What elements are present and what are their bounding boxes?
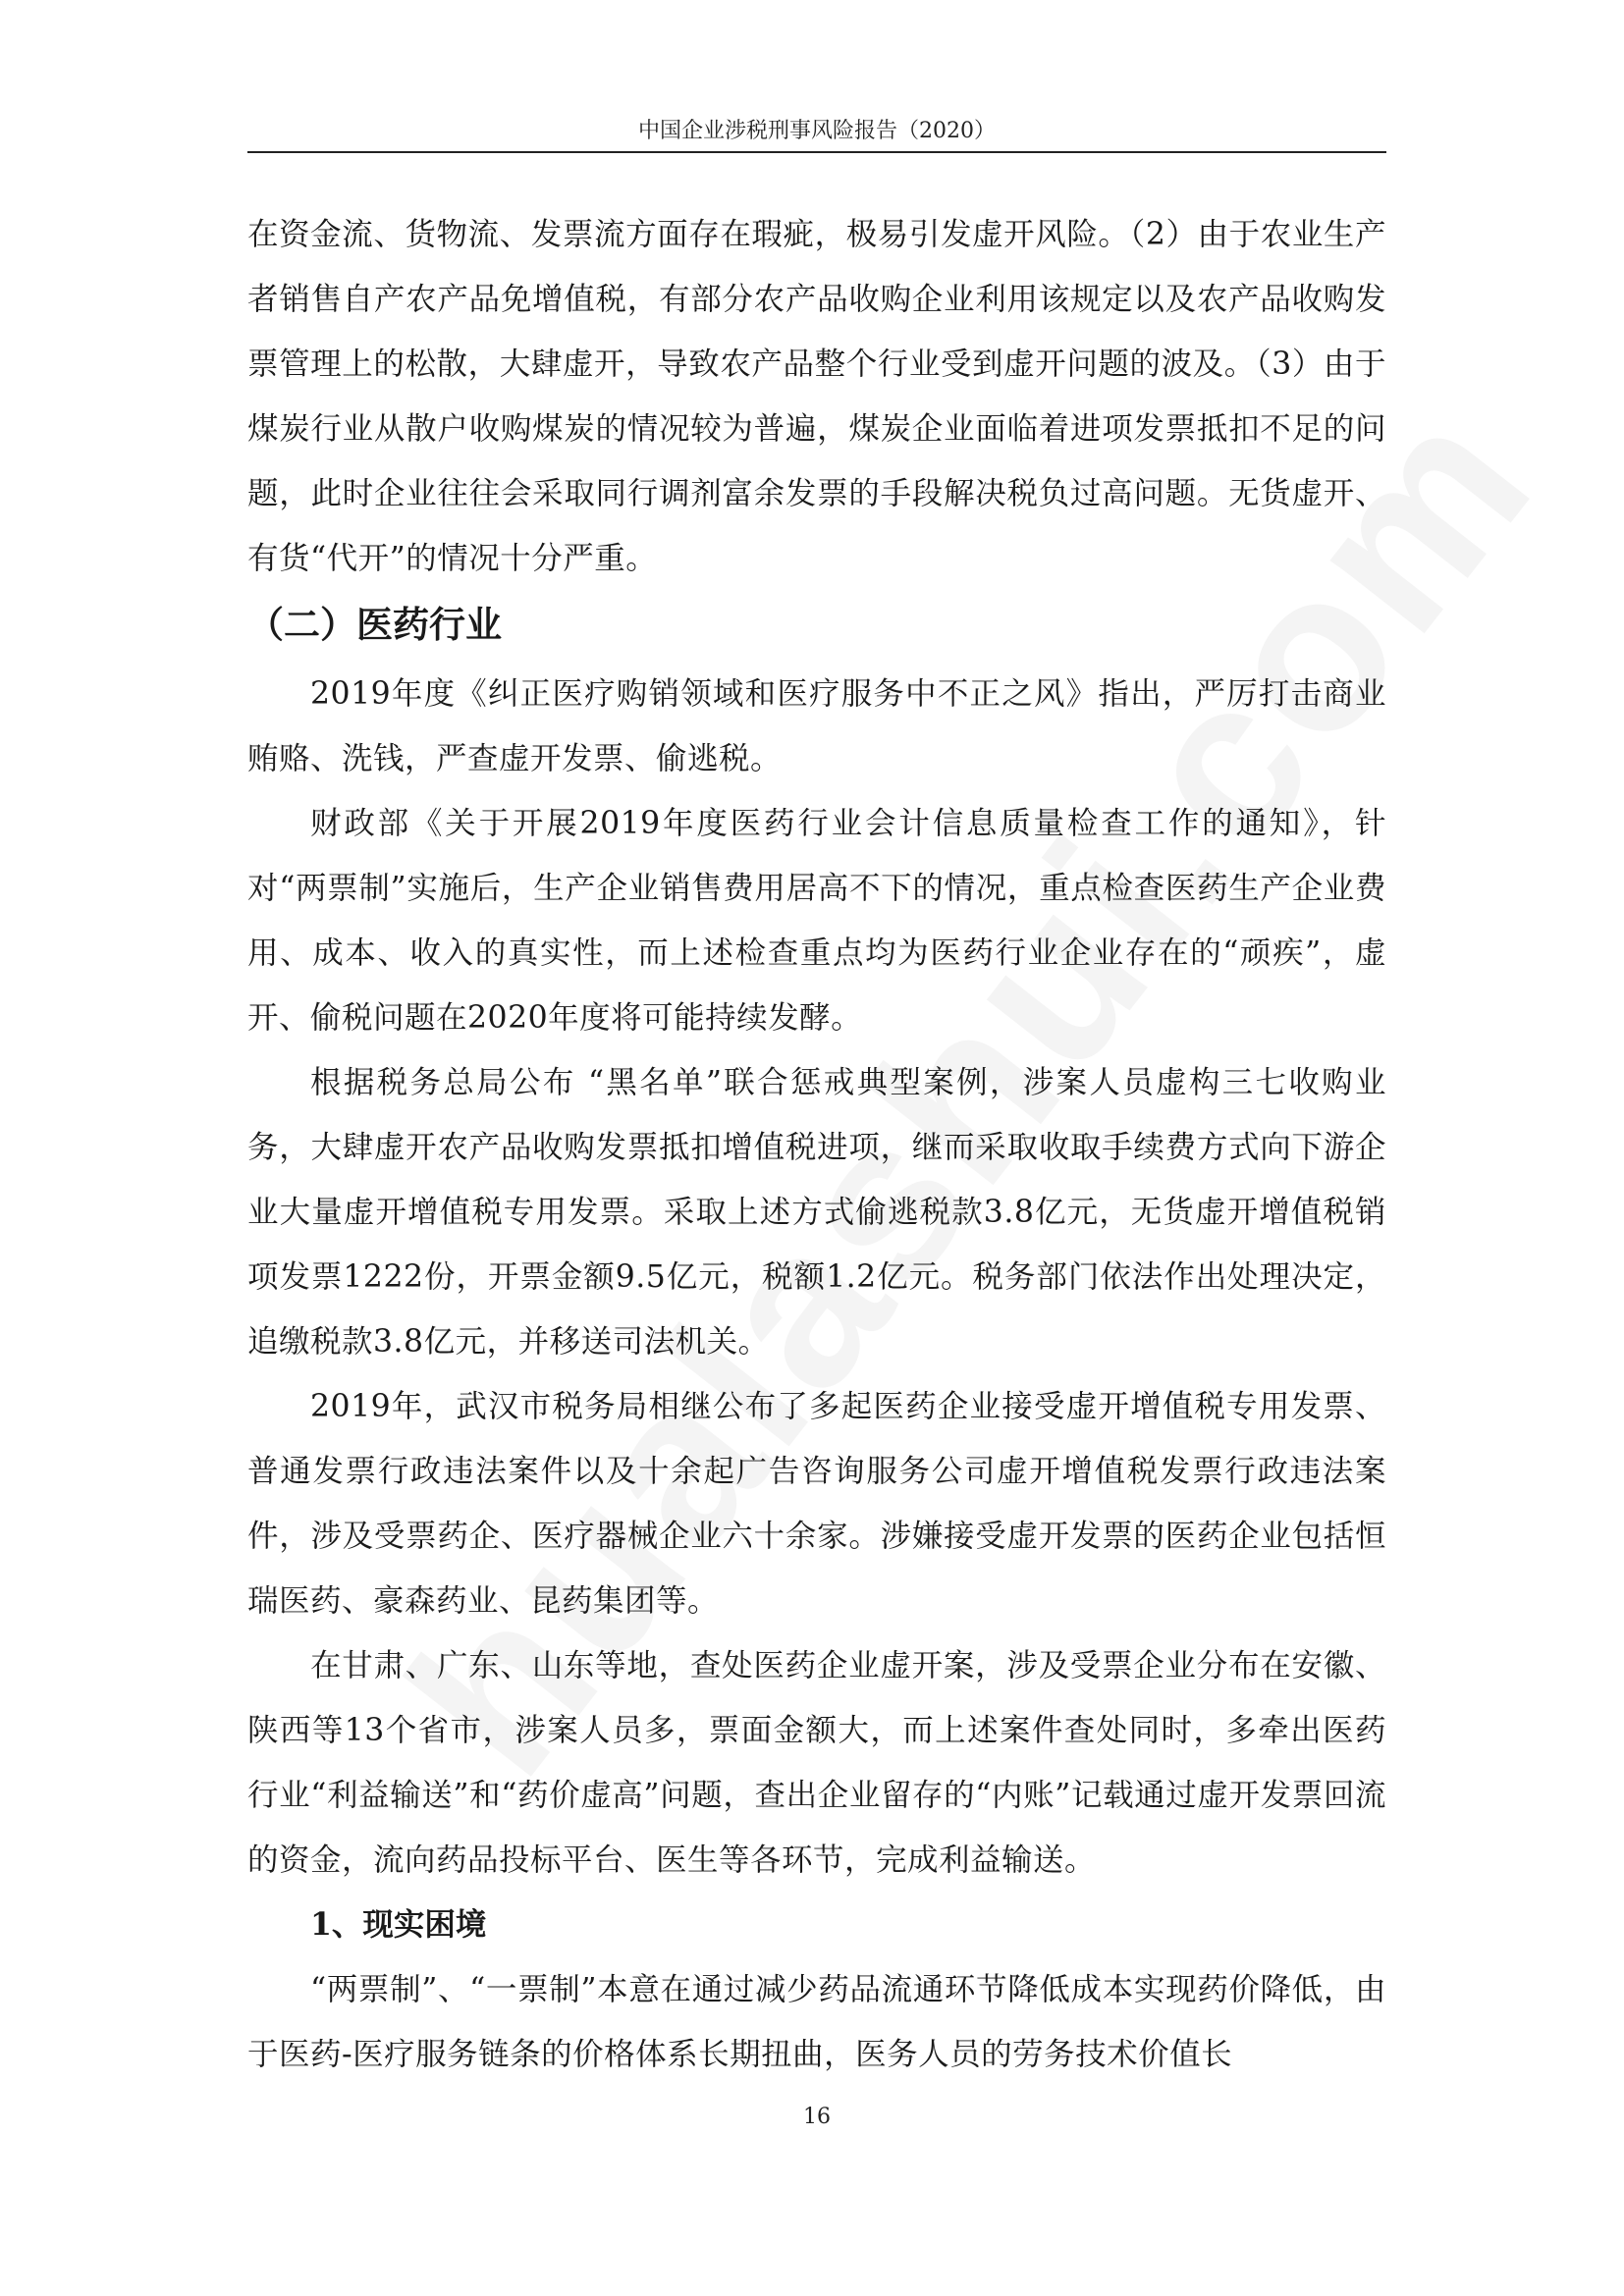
paragraph: “两票制”、“一票制”本意在通过减少药品流通环节降低成本实现药价降低，由于医药-医疗服务链条的价格体系长期扭曲，医务人员的劳务技术价值长 [247,1972,1386,2072]
page-header: 中国企业涉税刑事风险报告（2020） [638,119,996,143]
paragraph-continuation: 在资金流、货物流、发票流方面存在瑕疵，极易引发虚开风险。（2）由于农业生产者销售自产农产品免增值税，有部分农产品收购企业利用该规定以及农产品收购发票管理上的松散，大肆虚开，导致农产品整个行业受到虚开问题的波及。（3）由于煤炭行业从散户收购煤炭的情况较为普遍，煤炭企业面临着进项发票抵扣不足的问题，此时企业往往会采取同行调剂富余发票的手段解决税负过高问题。无货虚开、有货“代开”的情况十分严重。 [247,217,1386,576]
paragraph: 2019年度《纠正医疗购销领域和医疗服务中不正之风》指出，严厉打击商业贿赂、洗钱，严查虚开发票、偷逃税。 [247,676,1386,776]
paragraph: 2019年，武汉市税务局相继公布了多起医药企业接受虚开增值税专用发票、普通发票行政违法案件以及十余起广告咨询服务公司虚开增值税发票行政违法案件，涉及受票药企、医疗器械企业六十余家。涉嫌接受虚开发票的医药企业包括恒瑞医药、豪森药业、昆药集团等。 [247,1389,1386,1619]
subsection-heading: 1、现实困境 [310,1906,487,1943]
document-body [247,202,1386,2087]
section-heading: （二）医药行业 [247,603,502,646]
header-divider [247,151,1386,153]
paragraph: 财政部《关于开展2019年度医药行业会计信息质量检查工作的通知》，针对“两票制”实施后，生产企业销售费用居高不下的情况，重点检查医药生产企业费用、成本、收入的真实性，而上述检查重点均为医药行业企业存在的“顽疾”，虚开、偷税问题在2020年度将可能持续发酵。 [247,806,1386,1036]
page-number: 16 [803,2105,831,2129]
paragraph: 在甘肃、广东、山东等地，查处医药企业虚开案，涉及受票企业分布在安徽、陕西等13个省市，涉案人员多，票面金额大，而上述案件查处同时，多牵出医药行业“利益输送”和“药价虚高”问题，查出企业留存的“内账”记载通过虚开发票回流的资金，流向药品投标平台、医生等各环节，完成利益输送。 [247,1648,1386,1878]
paragraph: 根据税务总局公布 “黑名单”联合惩戒典型案例，涉案人员虚构三七收购业务，大肆虚开农产品收购发票抵扣增值税进项，继而采取收取手续费方式向下游企业大量虚开增值税专用发票。采取上述方式偷逃税款3.8亿元，无货虚开增值税销项发票1222份，开票金额9.5亿元，税额1.2亿元。税务部门依法作出处理决定，追缴税款3.8亿元，并移送司法机关。 [247,1065,1386,1360]
